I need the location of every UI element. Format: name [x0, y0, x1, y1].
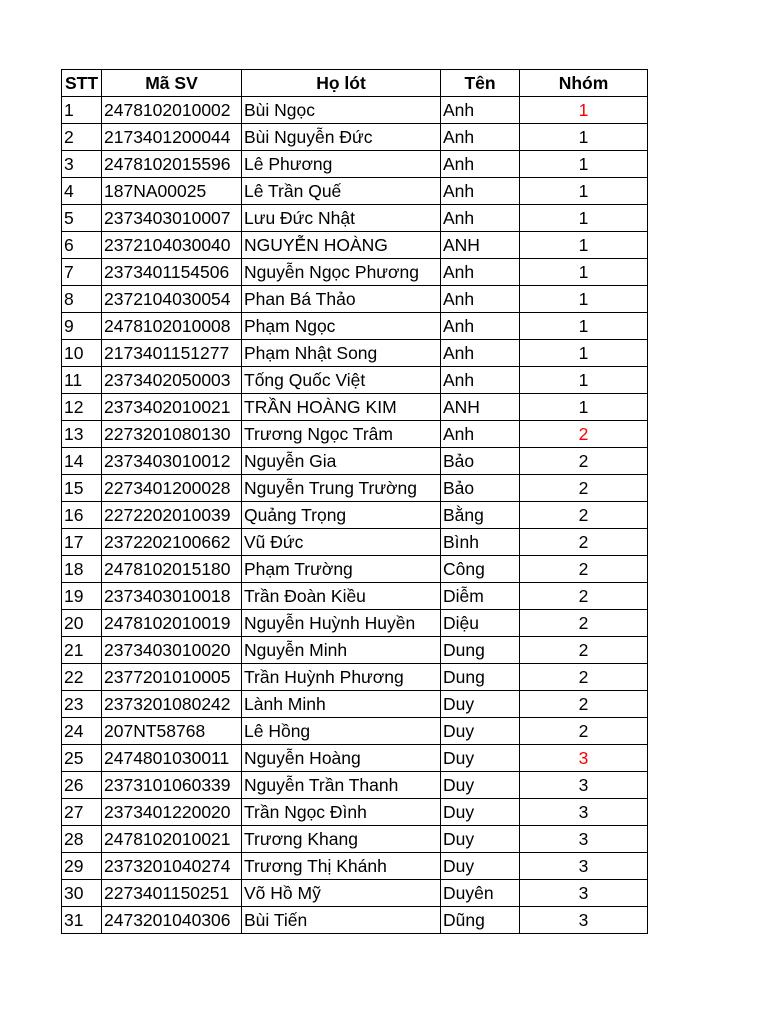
cell-ma-sv: 2173401151277 [102, 340, 242, 367]
cell-stt: 8 [62, 286, 102, 313]
table-row [62, 124, 648, 151]
cell-ma-sv: 2272202010039 [102, 502, 242, 529]
header-stt: STT [62, 70, 102, 97]
cell-stt: 30 [62, 880, 102, 907]
cell-nhom: 2 [520, 637, 648, 664]
header-ho-lot: Họ lót [242, 70, 441, 97]
cell-ma-sv: 2373402010021 [102, 394, 242, 421]
table-row [62, 286, 648, 313]
cell-nhom: 1 [520, 205, 648, 232]
table-row [62, 340, 648, 367]
cell-nhom: 3 [520, 745, 648, 772]
cell-ma-sv: 2373403010018 [102, 583, 242, 610]
cell-ho-lot: Lành Minh [242, 691, 441, 718]
cell-stt: 17 [62, 529, 102, 556]
table-row [62, 151, 648, 178]
table-row [62, 907, 648, 934]
cell-ho-lot: Lê Hồng [242, 718, 441, 745]
header-nhom: Nhóm [520, 70, 648, 97]
cell-stt: 3 [62, 151, 102, 178]
cell-ma-sv: 2373201080242 [102, 691, 242, 718]
cell-stt: 2 [62, 124, 102, 151]
header-ma-sv: Mã SV [102, 70, 242, 97]
cell-nhom: 2 [520, 610, 648, 637]
cell-ho-lot: Trần Huỳnh Phương [242, 664, 441, 691]
cell-ma-sv: 207NT58768 [102, 718, 242, 745]
cell-ma-sv: 2273401150251 [102, 880, 242, 907]
cell-stt: 18 [62, 556, 102, 583]
cell-ma-sv: 2373403010020 [102, 637, 242, 664]
cell-ma-sv: 2273201080130 [102, 421, 242, 448]
cell-ten: Dung [441, 664, 520, 691]
cell-nhom: 1 [520, 394, 648, 421]
cell-nhom: 2 [520, 502, 648, 529]
table-row [62, 745, 648, 772]
cell-ho-lot: Bùi Tiến [242, 907, 441, 934]
cell-ten: Duy [441, 799, 520, 826]
cell-ma-sv: 2173401200044 [102, 124, 242, 151]
cell-ma-sv: 2478102010008 [102, 313, 242, 340]
cell-ho-lot: Phan Bá Thảo [242, 286, 441, 313]
cell-nhom: 1 [520, 340, 648, 367]
cell-nhom: 1 [520, 124, 648, 151]
table-row [62, 502, 648, 529]
cell-nhom: 1 [520, 313, 648, 340]
cell-stt: 31 [62, 907, 102, 934]
table-row [62, 853, 648, 880]
cell-stt: 9 [62, 313, 102, 340]
cell-ten: Anh [441, 178, 520, 205]
cell-nhom: 1 [520, 232, 648, 259]
cell-nhom: 1 [520, 367, 648, 394]
cell-stt: 7 [62, 259, 102, 286]
cell-ten: Bằng [441, 502, 520, 529]
cell-ten: Bảo [441, 448, 520, 475]
cell-ten: Anh [441, 151, 520, 178]
cell-stt: 6 [62, 232, 102, 259]
table-row [62, 637, 648, 664]
cell-stt: 13 [62, 421, 102, 448]
cell-ho-lot: Trương Thị Khánh [242, 853, 441, 880]
table-row [62, 583, 648, 610]
cell-ho-lot: Nguyễn Gia [242, 448, 441, 475]
cell-stt: 5 [62, 205, 102, 232]
table-row [62, 205, 648, 232]
cell-ten: Dung [441, 637, 520, 664]
cell-stt: 16 [62, 502, 102, 529]
cell-ho-lot: Nguyễn Trần Thanh [242, 772, 441, 799]
cell-nhom: 3 [520, 799, 648, 826]
cell-ma-sv: 2373401220020 [102, 799, 242, 826]
cell-nhom: 3 [520, 907, 648, 934]
cell-ten: Diễm [441, 583, 520, 610]
cell-ten: Anh [441, 286, 520, 313]
header-row [62, 70, 648, 97]
table-row [62, 313, 648, 340]
table-row [62, 772, 648, 799]
cell-ho-lot: TRẦN HOÀNG KIM [242, 394, 441, 421]
cell-ho-lot: Trần Đoàn Kiều [242, 583, 441, 610]
cell-ho-lot: Trương Ngọc Trâm [242, 421, 441, 448]
cell-ma-sv: 2478102010021 [102, 826, 242, 853]
cell-ho-lot: Tống Quốc Việt [242, 367, 441, 394]
cell-nhom: 3 [520, 880, 648, 907]
cell-ho-lot: Nguyễn Trung Trường [242, 475, 441, 502]
cell-nhom: 2 [520, 448, 648, 475]
cell-ma-sv: 187NA00025 [102, 178, 242, 205]
cell-nhom: 2 [520, 691, 648, 718]
table-row [62, 178, 648, 205]
cell-ten: Anh [441, 367, 520, 394]
cell-stt: 28 [62, 826, 102, 853]
cell-stt: 12 [62, 394, 102, 421]
cell-ma-sv: 2473201040306 [102, 907, 242, 934]
cell-nhom: 2 [520, 718, 648, 745]
cell-ho-lot: NGUYỄN HOÀNG [242, 232, 441, 259]
cell-ten: Duy [441, 691, 520, 718]
cell-ho-lot: Nguyễn Huỳnh Huyền [242, 610, 441, 637]
cell-stt: 14 [62, 448, 102, 475]
cell-ho-lot: Trương Khang [242, 826, 441, 853]
cell-ma-sv: 2373403010012 [102, 448, 242, 475]
cell-nhom: 2 [520, 529, 648, 556]
table-row [62, 556, 648, 583]
table-row [62, 529, 648, 556]
cell-stt: 20 [62, 610, 102, 637]
cell-ten: Anh [441, 340, 520, 367]
cell-ho-lot: Phạm Ngọc [242, 313, 441, 340]
table-row [62, 421, 648, 448]
cell-ma-sv: 2478102010002 [102, 97, 242, 124]
cell-ten: Anh [441, 421, 520, 448]
cell-ho-lot: Bùi Ngọc [242, 97, 441, 124]
cell-ho-lot: Lưu Đức Nhật [242, 205, 441, 232]
cell-stt: 23 [62, 691, 102, 718]
table-row [62, 448, 648, 475]
header-ten: Tên [441, 70, 520, 97]
cell-nhom: 1 [520, 151, 648, 178]
cell-ma-sv: 2372202100662 [102, 529, 242, 556]
cell-nhom: 3 [520, 853, 648, 880]
table-row [62, 475, 648, 502]
cell-nhom: 1 [520, 178, 648, 205]
cell-ho-lot: Võ Hồ Mỹ [242, 880, 441, 907]
cell-ten: Anh [441, 97, 520, 124]
cell-ho-lot: Nguyễn Hoàng [242, 745, 441, 772]
table-row [62, 880, 648, 907]
cell-ho-lot: Phạm Nhật Song [242, 340, 441, 367]
cell-ma-sv: 2372104030040 [102, 232, 242, 259]
cell-stt: 10 [62, 340, 102, 367]
cell-ten: Bình [441, 529, 520, 556]
cell-ma-sv: 2373403010007 [102, 205, 242, 232]
table-row [62, 664, 648, 691]
cell-ten: Công [441, 556, 520, 583]
table-body [62, 97, 648, 934]
cell-nhom: 1 [520, 259, 648, 286]
cell-ten: ANH [441, 394, 520, 421]
table-row [62, 799, 648, 826]
cell-ma-sv: 2478102015596 [102, 151, 242, 178]
cell-ma-sv: 2373201040274 [102, 853, 242, 880]
cell-ten: Bảo [441, 475, 520, 502]
cell-ten: Anh [441, 259, 520, 286]
cell-ho-lot: Lê Phương [242, 151, 441, 178]
table-row [62, 610, 648, 637]
cell-stt: 27 [62, 799, 102, 826]
cell-nhom: 2 [520, 421, 648, 448]
cell-stt: 4 [62, 178, 102, 205]
cell-nhom: 2 [520, 475, 648, 502]
cell-stt: 21 [62, 637, 102, 664]
cell-nhom: 2 [520, 664, 648, 691]
cell-nhom: 3 [520, 772, 648, 799]
cell-ma-sv: 2373101060339 [102, 772, 242, 799]
cell-ma-sv: 2372104030054 [102, 286, 242, 313]
cell-ho-lot: Bùi Nguyễn Đức [242, 124, 441, 151]
table-row [62, 394, 648, 421]
cell-ma-sv: 2373402050003 [102, 367, 242, 394]
table-row [62, 367, 648, 394]
cell-stt: 26 [62, 772, 102, 799]
table-row [62, 97, 648, 124]
cell-ho-lot: Vũ Đức [242, 529, 441, 556]
table-row [62, 232, 648, 259]
cell-ten: Duyên [441, 880, 520, 907]
cell-ten: Anh [441, 124, 520, 151]
cell-ten: Duy [441, 826, 520, 853]
cell-ma-sv: 2377201010005 [102, 664, 242, 691]
cell-ten: ANH [441, 232, 520, 259]
cell-ma-sv: 2373401154506 [102, 259, 242, 286]
cell-ten: Diệu [441, 610, 520, 637]
cell-ma-sv: 2478102010019 [102, 610, 242, 637]
cell-stt: 1 [62, 97, 102, 124]
cell-nhom: 2 [520, 556, 648, 583]
cell-stt: 19 [62, 583, 102, 610]
cell-nhom: 3 [520, 826, 648, 853]
student-group-table [61, 69, 648, 934]
cell-ten: Anh [441, 205, 520, 232]
cell-ten: Duy [441, 772, 520, 799]
cell-stt: 29 [62, 853, 102, 880]
cell-ho-lot: Lê Trần Quế [242, 178, 441, 205]
cell-ma-sv: 2474801030011 [102, 745, 242, 772]
cell-nhom: 1 [520, 97, 648, 124]
cell-stt: 24 [62, 718, 102, 745]
cell-ten: Duy [441, 718, 520, 745]
table-row [62, 259, 648, 286]
table-row [62, 718, 648, 745]
cell-stt: 22 [62, 664, 102, 691]
cell-stt: 25 [62, 745, 102, 772]
table-row [62, 826, 648, 853]
cell-stt: 11 [62, 367, 102, 394]
cell-ho-lot: Phạm Trường [242, 556, 441, 583]
cell-ma-sv: 2478102015180 [102, 556, 242, 583]
cell-ho-lot: Nguyễn Minh [242, 637, 441, 664]
cell-ma-sv: 2273401200028 [102, 475, 242, 502]
cell-ho-lot: Quảng Trọng [242, 502, 441, 529]
cell-ten: Duy [441, 745, 520, 772]
cell-ten: Dũng [441, 907, 520, 934]
cell-nhom: 2 [520, 583, 648, 610]
cell-ho-lot: Nguyễn Ngọc Phương [242, 259, 441, 286]
table-row [62, 691, 648, 718]
cell-ho-lot: Trần Ngọc Đình [242, 799, 441, 826]
cell-stt: 15 [62, 475, 102, 502]
cell-ten: Anh [441, 313, 520, 340]
cell-ten: Duy [441, 853, 520, 880]
cell-nhom: 1 [520, 286, 648, 313]
